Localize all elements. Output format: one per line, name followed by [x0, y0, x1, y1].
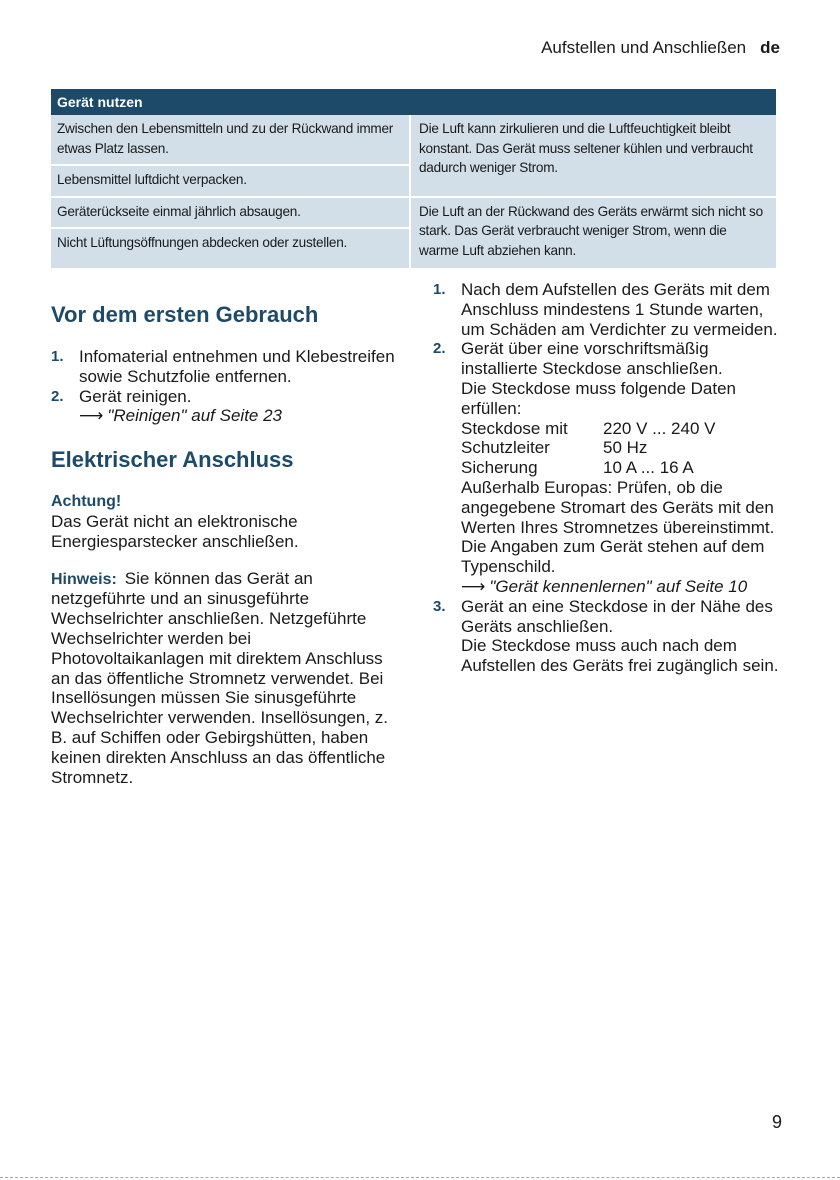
- step-subtext: Außerhalb Europas: Prüfen, ob die angegebene Stromart des Geräts mit den Werten Ihres Stromnetzes übereinstimmt. Die Angaben zum Gerät stehen auf dem Typenschild.: [461, 477, 775, 577]
- cross-reference-text: "Gerät kennenlernen" auf Seite 10: [489, 576, 748, 596]
- step-number: 2.: [51, 387, 64, 405]
- step-text: Gerät reinigen.: [79, 386, 192, 406]
- table-cell-group: [51, 198, 411, 269]
- section-title: Aufstellen und Anschließen: [541, 38, 747, 57]
- table-cell: Nicht Lüftungsöffnungen abdecken oder zustellen.: [51, 227, 409, 259]
- warning-label: Achtung!: [51, 493, 122, 511]
- connect-steps: [433, 280, 783, 676]
- step-number: 2.: [433, 340, 446, 358]
- language-code: de: [760, 38, 780, 57]
- note-block: [51, 569, 396, 788]
- cross-reference-link[interactable]: [461, 577, 783, 597]
- table-cell: Die Luft kann zirkulieren und die Luftfeuchtigkeit bleibt konstant. Das Gerät muss seltener kühlen und verbraucht dadurch weniger Strom.: [419, 121, 753, 175]
- step-subtext: Die Steckdose muss auch nach dem Aufstellen des Geräts frei zugänglich sein.: [461, 636, 779, 676]
- step-text: Nach dem Aufstellen des Geräts mit dem Anschluss mindestens 1 Stunde warten, um Schäden am Verdichter zu vermeiden.: [461, 280, 778, 339]
- step-number: 1.: [433, 281, 446, 298]
- usage-tips-table: [51, 89, 776, 268]
- table-title: Gerät nutzen: [51, 89, 776, 115]
- footer-rule: [0, 1177, 840, 1178]
- table-cell: Lebensmittel luftdicht verpacken.: [51, 164, 409, 196]
- spec-key: Schutzleiter: [461, 438, 550, 458]
- step-subtext: Die Steckdose muss folgende Daten erfüllen:: [461, 378, 736, 418]
- list-item: [433, 339, 783, 596]
- step-text: Gerät an eine Steckdose in der Nähe des Geräts anschließen.: [461, 596, 773, 636]
- arrow-right-icon: ⟶: [79, 406, 104, 426]
- table-cell-group: [51, 115, 411, 196]
- step-number: 3.: [433, 597, 446, 615]
- socket-spec-table: [461, 419, 783, 478]
- spec-value: 10 A ... 16 A: [603, 458, 694, 478]
- warning-text: Das Gerät nicht an elektronische Energiesparstecker anschließen.: [51, 511, 299, 551]
- table-cell: Zwischen den Lebensmitteln und zu der Rückwand immer etwas Platz lassen.: [57, 121, 394, 156]
- right-column: [433, 280, 783, 676]
- table-cell: Die Luft an der Rückwand des Geräts erwärmt sich nicht so stark. Das Gerät verbraucht weniger Strom, wenn die warme Luft abziehen kann.: [419, 203, 763, 258]
- table-row: [51, 115, 776, 196]
- heading-electric: Elektrischer Anschluss: [51, 447, 294, 473]
- cross-reference-text: "Reinigen" auf Seite 23: [107, 406, 283, 426]
- list-item: [51, 387, 396, 427]
- note-label: Hinweis:: [51, 570, 117, 588]
- list-item: [51, 347, 396, 387]
- table-row: [51, 196, 776, 269]
- step-text: Infomaterial entnehmen und Klebestreifen sowie Schutzfolie entfernen.: [79, 347, 395, 386]
- step-text: Gerät über eine vorschriftsmäßig installierte Steckdose anschließen.: [461, 339, 723, 379]
- page-number: 9: [771, 1112, 782, 1132]
- running-header: [541, 38, 780, 58]
- step-number: 1.: [51, 348, 64, 365]
- spec-key: Steckdose mit: [461, 418, 568, 438]
- table-body: [51, 115, 776, 268]
- list-item: [433, 597, 783, 676]
- heading-first-use: Vor dem ersten Gebrauch: [51, 302, 319, 327]
- arrow-right-icon: ⟶: [461, 576, 486, 596]
- warning-block: [51, 492, 396, 551]
- table-cell: Geräterückseite einmal jährlich absaugen.: [57, 203, 301, 219]
- note-text: Sie können das Gerät an netzgeführte und an sinusgeführte Wechselrichter anschließen. Netzgeführte Wechselrichter werden bei Photovoltaikanlagen mit direktem Anschluss an das öffentliche Stromnetz verwendet. Bei Insellösungen müssen Sie sinusgeführte Wechselrichter verwenden. Insellösungen, z. B. auf Schiffen oder Gebirgshütten, haben keinen direkten Anschluss an das öffentliche Stromnetz.: [51, 568, 389, 787]
- first-use-steps: [51, 347, 396, 426]
- list-item: [433, 280, 783, 339]
- spec-value: 50 Hz: [603, 438, 648, 458]
- cross-reference-link[interactable]: [79, 406, 282, 425]
- spec-value: 220 V ... 240 V: [603, 418, 716, 438]
- spec-key: Sicherung: [461, 458, 538, 478]
- left-column: [51, 300, 396, 787]
